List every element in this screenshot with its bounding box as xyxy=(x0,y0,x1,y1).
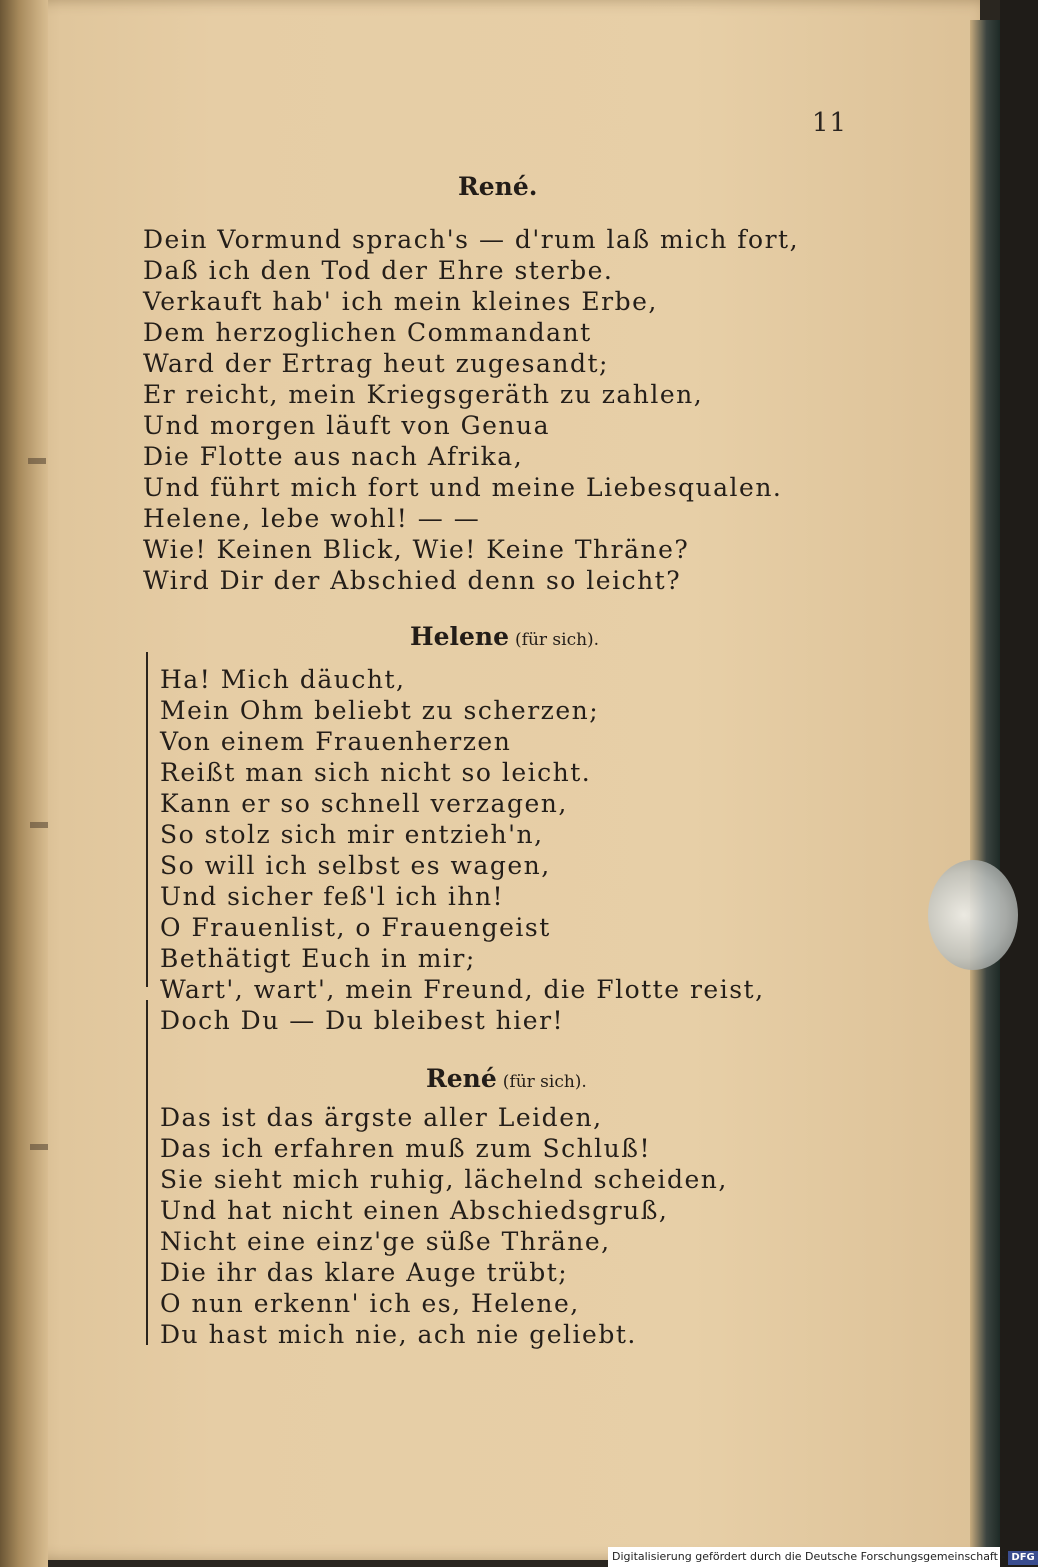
verse-line: Dein Vormund sprach's — d'rum laß mich fort, xyxy=(143,225,800,254)
verse-line: Ha! Mich däucht, xyxy=(160,665,406,694)
verse-line: Das ich erfahren muß zum Schluß! xyxy=(160,1134,652,1163)
verse-line: Reißt man sich nicht so leicht. xyxy=(160,758,592,787)
verse-line: Verkauft hab' ich mein kleines Erbe, xyxy=(143,287,658,316)
brace-line xyxy=(146,652,148,987)
verse-line: Er reicht, mein Kriegsgeräth zu zahlen, xyxy=(143,380,704,409)
verse-line: Von einem Frauenherzen xyxy=(160,727,512,756)
verse-line: Und hat nicht einen Abschiedsgruß, xyxy=(160,1196,669,1225)
speaker-name: René. xyxy=(458,172,538,201)
binding-mark xyxy=(28,458,46,464)
verse-line: Helene, lebe wohl! — — xyxy=(143,504,481,533)
verse-line: Ward der Ertrag heut zugesandt; xyxy=(143,349,609,378)
speaker-name: René xyxy=(426,1064,497,1093)
verse-block-rene-aside xyxy=(160,1102,728,1350)
verse-line: Sie sieht mich ruhig, lächelnd scheiden, xyxy=(160,1165,728,1194)
verse-line: So will ich selbst es wagen, xyxy=(160,851,551,880)
verse-line: Mein Ohm beliebt zu scherzen; xyxy=(160,696,600,725)
speaker-name: Helene xyxy=(410,622,510,651)
verse-line: So stolz sich mir entzieh'n, xyxy=(160,820,544,849)
verse-line: Dem herzoglichen Commandant xyxy=(143,318,592,347)
stage-direction: (für sich). xyxy=(502,1072,587,1092)
footer-text: Digitalisierung gefördert durch die Deutsche Forschungsgemeinschaft - xyxy=(612,1550,1006,1563)
speaker-heading-rene-aside xyxy=(426,1064,587,1093)
verse-line: Wart', wart', mein Freund, die Flotte reist, xyxy=(160,975,765,1004)
dfg-logo: DFG xyxy=(1008,1551,1037,1565)
page-clip xyxy=(928,860,1018,970)
digitization-footer xyxy=(608,1547,1035,1567)
verse-line: Die Flotte aus nach Afrika, xyxy=(143,442,524,471)
binding-edge xyxy=(0,0,48,1567)
verse-block-rene xyxy=(143,224,799,596)
verse-line: Bethätigt Euch in mir; xyxy=(160,944,476,973)
stage-direction: (für sich). xyxy=(515,630,600,650)
verse-line: O Frauenlist, o Frauengeist xyxy=(160,913,551,942)
verse-line: Kann er so schnell verzagen, xyxy=(160,789,568,818)
binding-mark xyxy=(30,1144,48,1150)
page-number: 11 xyxy=(812,108,848,138)
verse-line: O nun erkenn' ich es, Helene, xyxy=(160,1289,580,1318)
verse-line: Die ihr das klare Auge trübt; xyxy=(160,1258,569,1287)
verse-line: Nicht eine einz'ge süße Thräne, xyxy=(160,1227,611,1256)
verse-line: Und führt mich fort und meine Liebesqualen. xyxy=(143,473,783,502)
cover-edge xyxy=(970,20,1000,1560)
verse-line: Doch Du — Du bleibest hier! xyxy=(160,1006,565,1035)
binding-mark xyxy=(30,822,48,828)
verse-line: Wird Dir der Abschied denn so leicht? xyxy=(143,566,682,595)
brace-line xyxy=(146,1000,148,1345)
verse-line: Du hast mich nie, ach nie geliebt. xyxy=(160,1320,637,1349)
verse-block-helene xyxy=(160,664,765,1036)
verse-line: Daß ich den Tod der Ehre sterbe. xyxy=(143,256,614,285)
verse-line: Wie! Keinen Blick, Wie! Keine Thräne? xyxy=(143,535,690,564)
verse-line: Das ist das ärgste aller Leiden, xyxy=(160,1103,603,1132)
speaker-heading-helene xyxy=(410,622,599,651)
speaker-heading-rene xyxy=(458,172,537,201)
verse-line: Und sicher feß'l ich ihn! xyxy=(160,882,505,911)
verse-line: Und morgen läuft von Genua xyxy=(143,411,551,440)
